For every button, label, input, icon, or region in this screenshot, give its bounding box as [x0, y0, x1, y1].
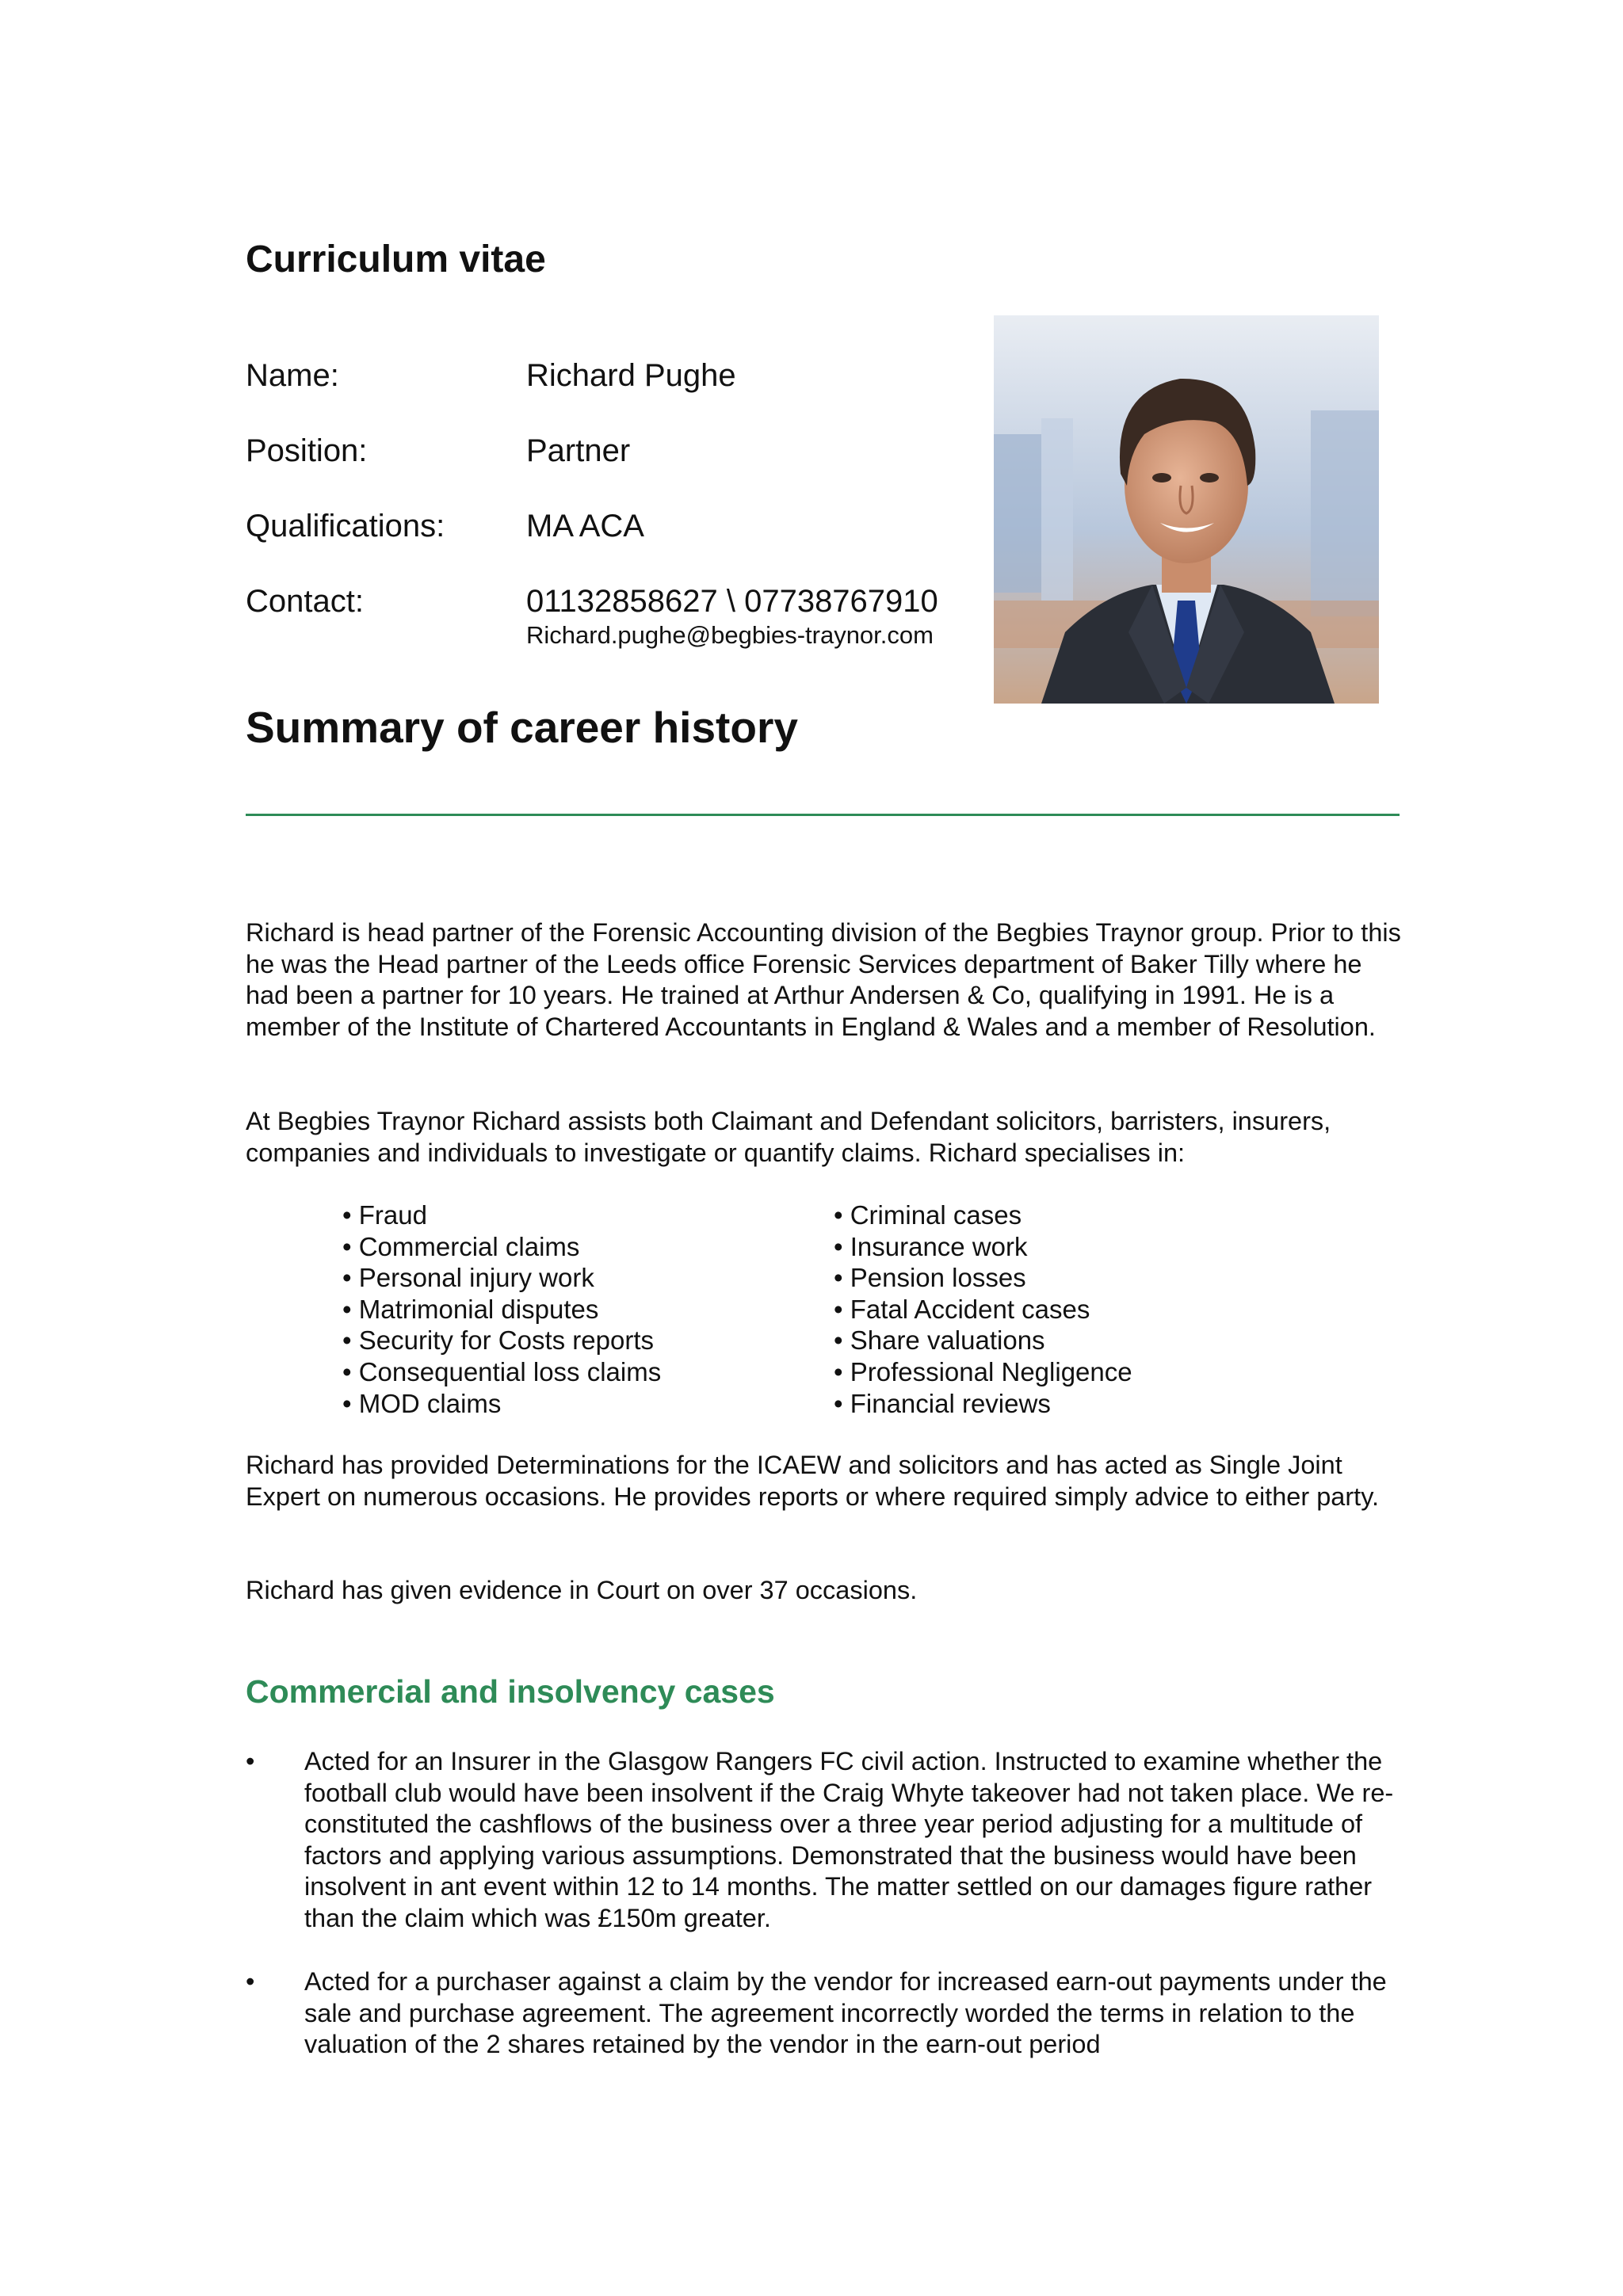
- specialisms-left-list: [342, 1199, 661, 1419]
- contact-label: Contact:: [246, 584, 364, 619]
- list-item: • Share valuations: [834, 1325, 1045, 1356]
- section-divider: [246, 814, 1400, 816]
- document-title: Curriculum vitae: [246, 238, 546, 280]
- list-item: • Security for Costs reports: [342, 1325, 655, 1356]
- summary-paragraph-1: Richard is head partner of the Forensic Accounting division of the Begbies Traynor group. Prior to this he was the Head partner of the Leeds office Forensic Services department of Baker Tilly where he had been a partner for 10 years. He trained at Arthur Andersen & Co, qualifying in 1991. He is a member of the Institute of Chartered Accountants in England & Wales and a member of Resolution.: [246, 918, 1401, 1041]
- list-item: • Insurance work: [834, 1231, 1028, 1261]
- list-item: • Criminal cases: [834, 1200, 1022, 1230]
- summary-paragraph-4: Richard has given evidence in Court on over 37 occasions.: [246, 1576, 918, 1604]
- contact-email: Richard.pughe@begbies-traynor.com: [526, 621, 934, 649]
- portrait-photo: [994, 315, 1379, 704]
- case-text: Acted for a purchaser against a claim by the vendor for increased earn-out payments under the sale and purchase agreement. The agreement incorrectly worded the terms in relation to the valuation of the 2 shares retained by the vendor in the earn-out period: [304, 1967, 1387, 2059]
- name-label: Name:: [246, 358, 339, 393]
- position-value: Partner: [526, 433, 631, 468]
- list-item: • Professional Negligence: [834, 1356, 1132, 1386]
- name-value: Richard Pughe: [526, 358, 736, 393]
- summary-paragraph-2: At Begbies Traynor Richard assists both Claimant and Defendant solicitors, barristers, insurers, companies and individuals to investigate or quantify claims. Richard specialises in:: [246, 1107, 1331, 1167]
- list-item: • Pension losses: [834, 1263, 1026, 1293]
- list-item: • Fraud: [342, 1200, 427, 1230]
- qualifications-value: MA ACA: [526, 509, 644, 543]
- bullet-icon: •: [246, 1747, 255, 1775]
- qualifications-label: Qualifications:: [246, 509, 445, 543]
- case-text: Acted for an Insurer in the Glasgow Rangers FC civil action. Instructed to examine whether the football club would have been insolvent if the Craig Whyte takeover had not taken place. We re-constituted the cashflows of the business over a three year period adjusting for a multitude of factors and applying various assumptions. Demonstrated that the business would have been insolvent in ant event within 12 to 14 months. The matter settled on our damages figure rather than the claim which was £150m greater.: [304, 1747, 1394, 1932]
- list-item: • Consequential loss claims: [342, 1356, 662, 1386]
- bullet-icon: •: [246, 1967, 255, 1996]
- list-item: • Commercial claims: [342, 1231, 580, 1261]
- specialisms-right-list: [834, 1199, 1132, 1419]
- cases-heading: Commercial and insolvency cases: [246, 1673, 775, 1710]
- position-label: Position:: [246, 433, 368, 468]
- list-item: • Matrimonial disputes: [342, 1294, 599, 1324]
- list-item: • Financial reviews: [834, 1388, 1051, 1418]
- list-item: • Fatal Accident cases: [834, 1294, 1090, 1324]
- list-item: • MOD claims: [342, 1388, 502, 1418]
- contact-phone: 01132858627 \ 07738767910: [526, 584, 938, 619]
- summary-paragraph-3: Richard has provided Determinations for the ICAEW and solicitors and has acted as Single Joint Expert on numerous occasions. He provides reports or where required simply advice to either party.: [246, 1451, 1380, 1511]
- summary-heading: Summary of career history: [246, 703, 798, 752]
- list-item: • Personal injury work: [342, 1263, 594, 1293]
